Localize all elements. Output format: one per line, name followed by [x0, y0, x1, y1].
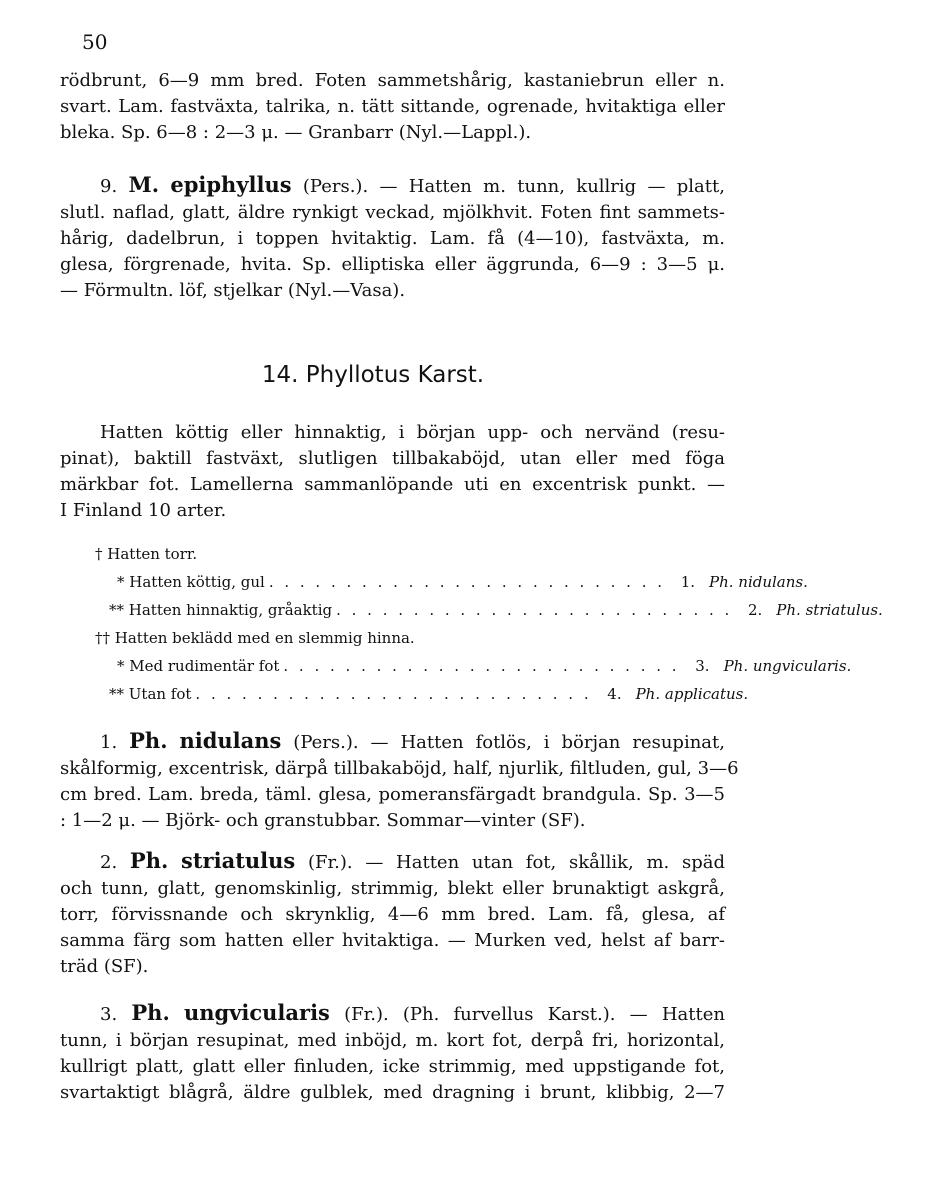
key-text: ** Hatten hinnaktig, gråaktig — [109, 601, 333, 619]
text-line: : 1—2 μ. — Björk- och granstubbar. Sommar—vinter (SF). — [60, 810, 586, 831]
text-line: Hatten köttig eller hinnaktig, i början upp- och nervänd (resu- — [100, 422, 725, 443]
entry-heading-line — [60, 1000, 725, 1028]
entry-epiphyllus — [60, 172, 725, 304]
genus-intro — [60, 420, 725, 524]
key-row: * Hatten köttig, gul . . . . . . . . . . . . . . . . . . . . . . . . . . 1. Ph. nidulans. — [95, 568, 715, 596]
text-line: samma färg som hatten eller hvitaktiga. — Murken ved, helst af barr- — [60, 930, 725, 951]
key-number: 1. — [680, 573, 695, 591]
entry-genus: Ph. — [129, 728, 168, 753]
text-line: I Finland 10 arter. — [60, 500, 227, 521]
entry-striatulus — [60, 848, 725, 980]
key-row: * Med rudimentär fot . . . . . . . . . . . . . . . . . . . . . . . . . . 3. Ph. ungvicularis. — [95, 652, 715, 680]
entry-heading-line — [60, 848, 725, 876]
key-text: * Med rudimentär fot — [117, 657, 280, 675]
text-line: rödbrunt, 6—9 mm bred. Foten sammetshårig, kastaniebrun eller n. — [60, 70, 725, 91]
key-text: ** Utan fot — [109, 685, 192, 703]
entry-number: 1. — [100, 732, 118, 753]
key-species: Ph. striatulus. — [776, 601, 883, 619]
key-species: Ph. nidulans. — [709, 573, 808, 591]
page-number: 50 — [82, 30, 108, 54]
entry-nidulans — [60, 728, 739, 834]
text-line: svart. Lam. fastväxta, talrika, n. tätt sittande, ogrenade, hvitaktiga eller — [60, 96, 725, 117]
entry-species: epiphyllus — [170, 172, 292, 197]
text-line: hårig, dadelbrun, i toppen hvitaktig. Lam. få (4—10), fastväxta, m. — [60, 228, 725, 249]
text-line: tunn, i början resupinat, med inböjd, m. kort fot, derpå fri, horizontal, — [60, 1030, 725, 1051]
entry-heading-line — [60, 172, 725, 200]
entry-species: nidulans — [179, 728, 282, 753]
entry-text: (Fr.). (Ph. furvellus Karst.). — Hatten — [344, 1004, 725, 1025]
key-number: 3. — [695, 657, 710, 675]
key-text: † Hatten torr. — [95, 545, 198, 563]
key-row — [95, 540, 715, 568]
identification-key — [95, 540, 883, 708]
text-line: skålformig, excentrisk, därpå tillbakaböjd, half, njurlik, filtluden, gul, 3—6 — [60, 758, 739, 779]
entry-genus: Ph. — [131, 1000, 170, 1025]
key-row: ** Hatten hinnaktig, gråaktig . . . . . . . . . . . . . . . . . . . . . . . . . . 2. Ph. striatulus. — [95, 596, 715, 624]
text-line: bleka. Sp. 6—8 : 2—3 μ. — Granbarr (Nyl.—Lappl.). — [60, 122, 532, 143]
text-line: pinat), baktill fastväxt, slutligen tillbakaböjd, utan eller med föga — [60, 448, 725, 469]
key-text: †† Hatten beklädd med en slemmig hinna. — [95, 629, 415, 647]
text-line: och tunn, glatt, genomskinlig, strimmig, blekt eller brunaktigt askgrå, — [60, 878, 725, 899]
text-line: glesa, förgrenade, hvita. Sp. elliptiska eller äggrunda, 6—9 : 3—5 μ. — [60, 254, 725, 275]
entry-number: 3. — [100, 1004, 118, 1025]
entry-text: (Pers.). — Hatten fotlös, i början resupinat, — [293, 732, 725, 753]
entry-genus: M. — [128, 172, 160, 197]
key-row — [95, 624, 715, 652]
key-row: ** Utan fot . . . . . . . . . . . . . . . . . . . . . . . . . . 4. Ph. applicatus. — [95, 680, 715, 708]
entry-number: 9. — [100, 176, 118, 197]
text-line: kullrigt platt, glatt eller finluden, icke strimmig, med uppstigande fot, — [60, 1056, 725, 1077]
entry-text: (Pers.). — Hatten m. tunn, kullrig — platt, — [302, 176, 725, 197]
section-title: 14. Phyllotus Karst. — [261, 362, 485, 388]
text-line: träd (SF). — [60, 956, 149, 977]
top-paragraph — [60, 68, 725, 146]
text-line: torr, förvissnande och skrynklig, 4—6 mm bred. Lam. få, glesa, af — [60, 904, 725, 925]
entry-species: striatulus — [181, 848, 296, 873]
key-number: 2. — [747, 601, 763, 619]
entry-genus: Ph. — [129, 848, 169, 873]
entry-text: (Fr.). — Hatten utan fot, skållik, m. späd — [307, 852, 725, 873]
text-line: cm bred. Lam. breda, täml. glesa, pomeransfärgadt brandgula. Sp. 3—5 — [60, 784, 725, 805]
entry-number: 2. — [100, 852, 118, 873]
key-number: 4. — [607, 685, 622, 703]
entry-ungvicularis — [60, 1000, 725, 1106]
text-line: märkbar fot. Lamellerna sammanlöpande uti en excentrisk punkt. — — [60, 474, 725, 495]
text-line: svartaktigt blågrå, äldre gulblek, med dragning i brunt, klibbig, 2—7 — [60, 1082, 725, 1103]
entry-heading-line — [60, 728, 725, 756]
key-species: Ph. applicatus. — [635, 685, 749, 703]
key-species: Ph. ungvicularis. — [723, 657, 852, 675]
key-text: * Hatten köttig, gul — [117, 573, 265, 591]
text-line: slutl. naflad, glatt, äldre rynkigt veckad, mjölkhvit. Foten fint sammets- — [60, 202, 725, 223]
entry-species: ungvicularis — [183, 1000, 330, 1025]
text-line: — Förmultn. löf, stjelkar (Nyl.—Vasa). — [60, 280, 406, 301]
